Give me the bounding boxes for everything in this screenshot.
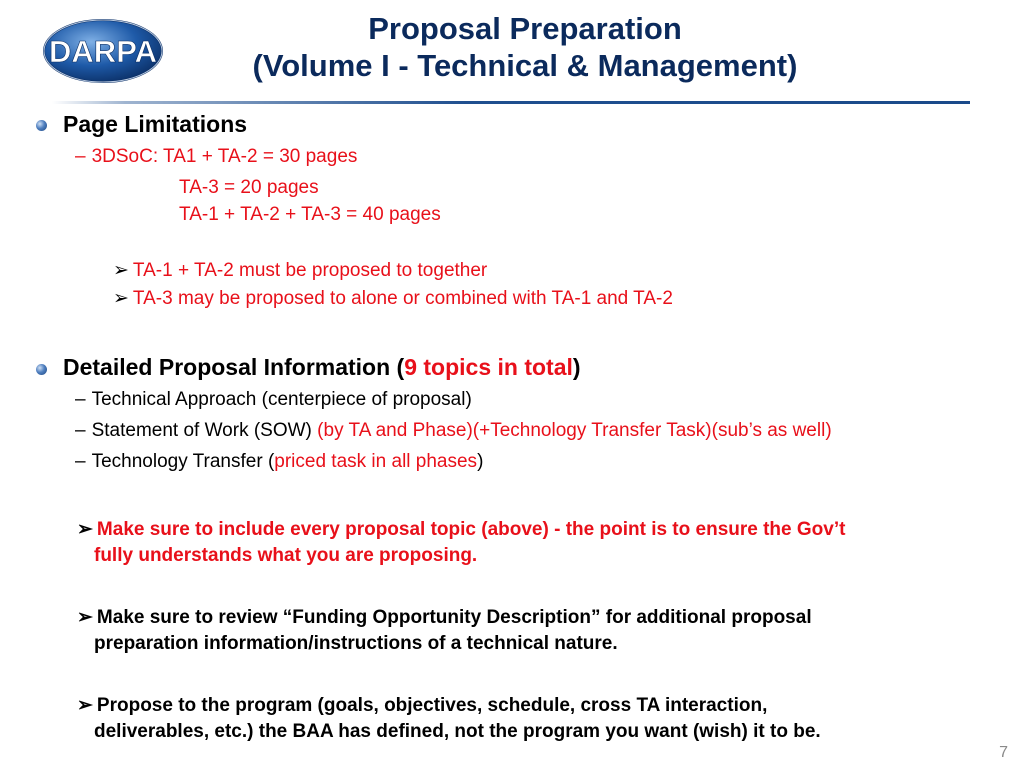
- dash-icon: –: [75, 389, 86, 410]
- arrow-bullet-icon: ➢: [77, 607, 93, 628]
- note-2-line-1: [77, 606, 812, 629]
- page-limits-arrow-2: [113, 287, 673, 310]
- heading-text: Detailed Proposal Information (: [63, 354, 405, 380]
- note-2-text: Make sure to review “Funding Opportunity Description” for additional proposal: [96, 607, 812, 628]
- detailed-info-heading: [63, 354, 581, 381]
- note-3-line-2: deliverables, etc.) the BAA has defined, not the program you want (wish) it to be.: [94, 721, 821, 742]
- detailed-item-2: [75, 420, 832, 442]
- heading-close: ): [572, 354, 581, 380]
- topics-count: 9 topics in total: [404, 354, 573, 380]
- dash-icon: –: [75, 146, 86, 167]
- bullet-icon: [36, 120, 47, 131]
- page-limitations-heading: Page Limitations: [63, 111, 248, 137]
- note-3-text: Propose to the program (goals, objectives, schedule, cross TA interaction,: [96, 695, 768, 716]
- item-3-note: priced task in all phases: [274, 451, 478, 472]
- arrow-bullet-icon: ➢: [77, 695, 93, 716]
- page-limits-line-1: [75, 146, 357, 168]
- title-line-1: Proposal Preparation: [368, 11, 682, 46]
- page-number: 7: [999, 744, 1008, 761]
- arrow-bullet-icon: ➢: [113, 260, 129, 281]
- dash-icon: –: [75, 420, 86, 441]
- note-1-line-1: [77, 518, 845, 541]
- note-3-line-1: [77, 694, 767, 717]
- item-2-text: Statement of Work (SOW): [91, 420, 318, 441]
- dash-icon: –: [75, 451, 86, 472]
- note-1-line-2: fully understands what you are proposing.: [94, 545, 478, 566]
- detailed-item-3: [75, 451, 483, 473]
- title-line-2: (Volume I - Technical & Management): [252, 48, 798, 83]
- arrow-1-text: TA-1 + TA-2 must be proposed to together: [132, 260, 488, 281]
- item-3-text: Technology Transfer (: [91, 451, 275, 472]
- item-2-note: (by TA and Phase)(+Technology Transfer Task)(sub’s as well): [317, 420, 832, 441]
- item-1-text: Technical Approach (centerpiece of proposal): [91, 389, 472, 410]
- page-limits-arrow-1: [113, 259, 487, 282]
- detailed-item-1: [75, 389, 472, 411]
- arrow-2-text: TA-3 may be proposed to alone or combined with TA-1 and TA-2: [132, 288, 673, 309]
- arrow-bullet-icon: ➢: [113, 288, 129, 309]
- bullet-icon: [36, 364, 47, 375]
- page-limits-line-3: TA-1 + TA-2 + TA-3 = 40 pages: [179, 204, 441, 225]
- page-limits-3dsoc: 3DSoC: TA1 + TA-2 = 30 pages: [91, 146, 358, 167]
- item-3-close: ): [477, 451, 484, 472]
- note-1-text: Make sure to include every proposal topic (above) - the point is to ensure the Gov’t: [96, 519, 846, 540]
- arrow-bullet-icon: ➢: [77, 519, 93, 540]
- note-2-line-2: preparation information/instructions of a technical nature.: [94, 633, 618, 654]
- darpa-logo-text: DARPA: [49, 34, 157, 69]
- page-limits-line-2: TA-3 = 20 pages: [179, 177, 319, 198]
